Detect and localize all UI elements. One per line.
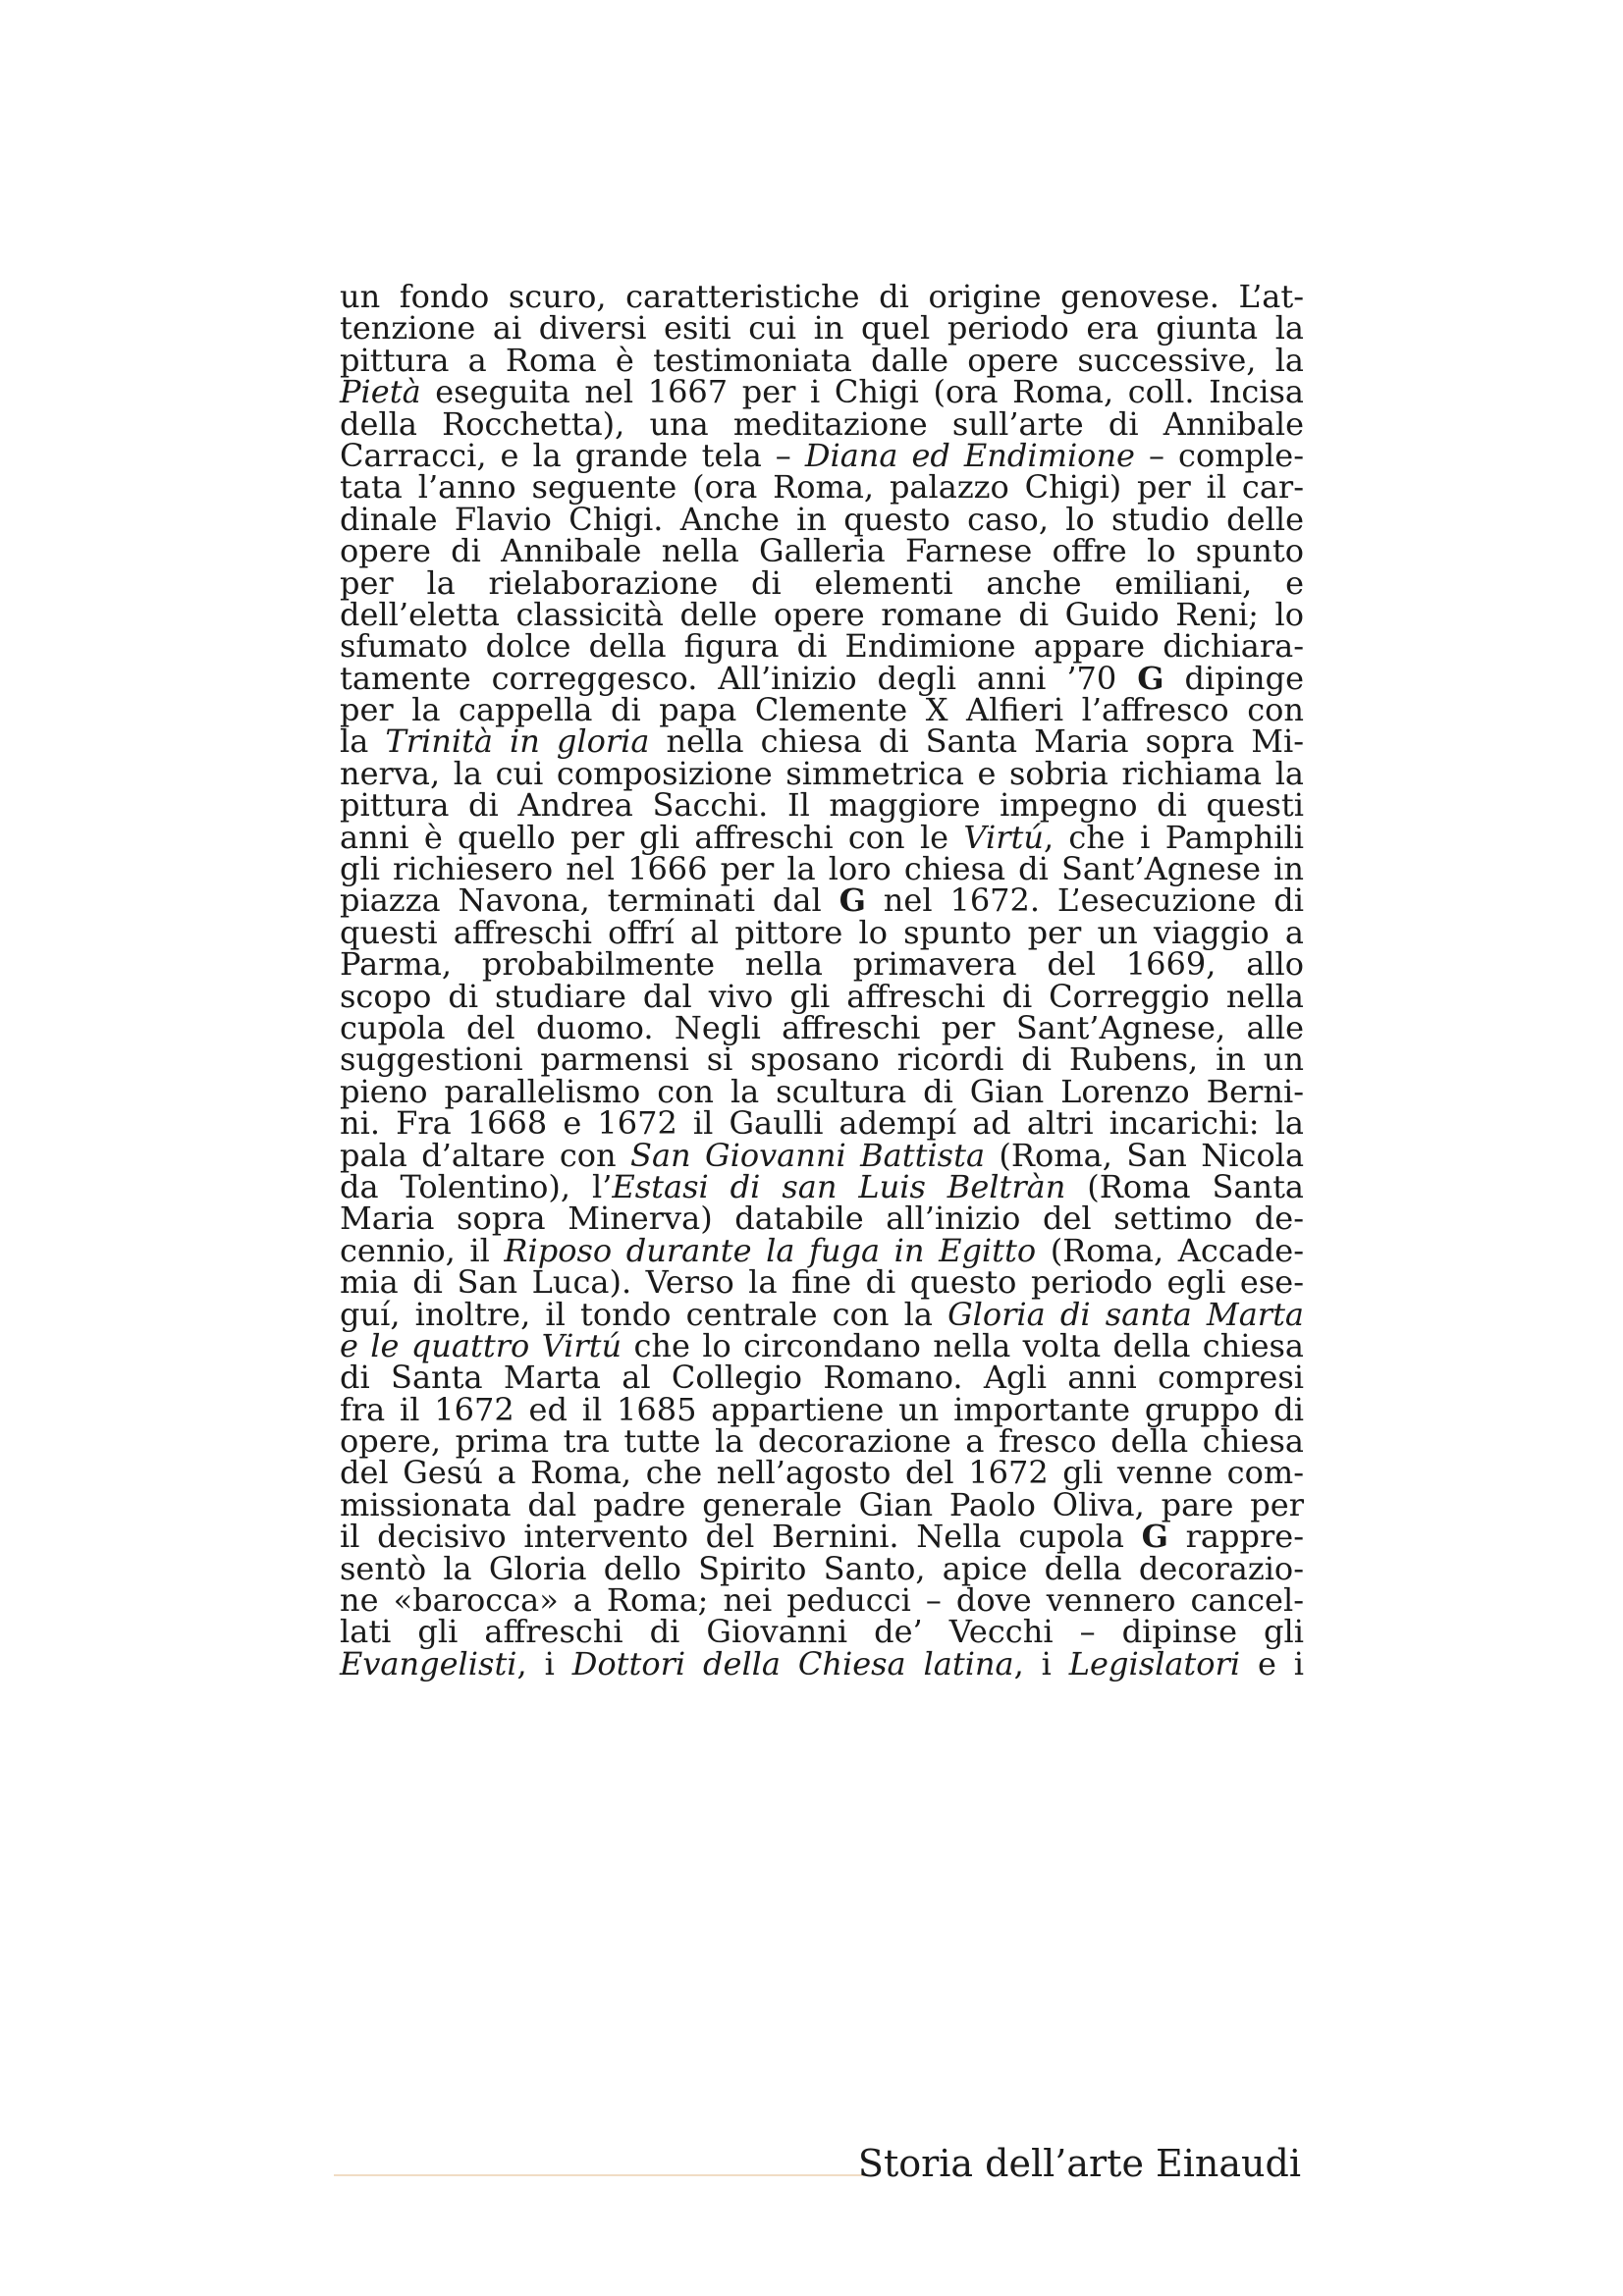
text-run: gli richiesero nel 1666 per la loro chiesa di Sant’Agnese in [340, 850, 1304, 888]
italic-title: Diana ed Endimione [804, 436, 1135, 474]
text-line [340, 1326, 1305, 1364]
text-run: il decisivo intervento del Bernini. Nella cupola [340, 1518, 1142, 1556]
text-line [340, 1454, 1304, 1492]
italic-title: Evangelisti [340, 1644, 517, 1682]
body-text [340, 278, 1305, 1682]
page-footer [334, 2142, 1301, 2191]
text-run: pittura a Roma è testimoniata dalle opere successive, la [340, 341, 1304, 379]
text-run: suggestioni parmensi si sposano ricordi di Rubens, in un [340, 1041, 1304, 1079]
text-line [340, 1644, 1305, 1682]
text-run: – comple- [1135, 436, 1305, 474]
text-run: (Roma, San Nicola [985, 1136, 1305, 1174]
text-line [340, 945, 1304, 984]
italic-title: Trinità in gloria [385, 722, 650, 761]
text-line [340, 818, 1305, 856]
italic-title: Riposo durante la fuga in Egitto [504, 1231, 1037, 1269]
text-run: da Tolentino), l’ [340, 1167, 613, 1205]
text-run: per la rielaborazione di elementi anche emiliani, e [340, 563, 1304, 602]
text-line [340, 1518, 1305, 1556]
text-run: dinale Flavio Chigi. Anche in questo caso, lo studio delle [340, 500, 1304, 538]
text-line [340, 977, 1304, 1015]
text-run: un fondo scuro, caratteristiche di origine genovese. L’at- [340, 278, 1304, 315]
text-run: nerva, la cui composizione simmetrica e sobria richiama la [340, 754, 1304, 792]
text-run: cupola del duomo. Negli affreschi per Sant’Agnese, alle [340, 1008, 1304, 1046]
text-line [340, 500, 1304, 538]
text-line [340, 1581, 1304, 1620]
text-line [340, 691, 1304, 729]
text-line [340, 1167, 1304, 1205]
text-run: sfumato dolce della figura di Endimione appare dichiara- [340, 627, 1304, 666]
text-line [340, 786, 1304, 825]
text-run: (Roma Santa [1065, 1167, 1304, 1205]
text-run: tata l’anno seguente (ora Roma, palazzo Chigi) per il car- [340, 468, 1304, 507]
text-run: guí, inoltre, il tondo centrale con la [340, 1295, 948, 1333]
italic-title: Pietà [340, 373, 421, 411]
text-line [340, 278, 1304, 315]
text-run: tamente correggesco. All’inizio degli anni ’70 [340, 659, 1138, 697]
text-run: opere, prima tra tutte la decorazione a fresco della chiesa [340, 1422, 1304, 1461]
text-run: pittura di Andrea Sacchi. Il maggiore impegno di questi [340, 786, 1304, 825]
text-run: sentò la Gloria dello Spirito Santo, apice della decorazio- [340, 1549, 1304, 1587]
text-run: piazza Navona, terminati dal [340, 881, 839, 920]
footer-rule [334, 2174, 864, 2176]
text-line [340, 659, 1305, 697]
text-run: Carracci, e la grande tela – [340, 436, 805, 474]
text-run: e i [1240, 1644, 1305, 1682]
text-line [340, 1549, 1304, 1587]
text-line [340, 1295, 1305, 1333]
text-run: anni è quello per gli affreschi con le [340, 818, 964, 856]
text-run: (Roma, Accade- [1036, 1231, 1304, 1269]
text-run: mia di San Luca). Verso la fine di questo periodo egli ese- [340, 1263, 1304, 1302]
text-run: scopo di studiare dal vivo gli affreschi di Correggio nella [340, 977, 1304, 1015]
text-line [340, 850, 1304, 888]
text-line [340, 1263, 1304, 1302]
text-line [340, 532, 1304, 570]
text-line [340, 1359, 1304, 1397]
text-line [340, 1390, 1304, 1428]
text-run: lati gli affreschi di Giovanni de’ Vecchi – dipinse gli [340, 1613, 1304, 1651]
italic-title: Dottori della Chiesa latina [571, 1644, 1014, 1682]
text-run: , che i Pamphili [1043, 818, 1305, 856]
text-run: pala d’altare con [340, 1136, 631, 1174]
text-line [340, 373, 1304, 411]
text-run: nel 1672. L’esecuzione di [865, 881, 1305, 920]
text-run: pieno parallelismo con la scultura di Gian Lorenzo Berni- [340, 1072, 1304, 1110]
text-line [340, 563, 1304, 602]
text-run: questi affreschi offrí al pittore lo spunto per un viaggio a [340, 913, 1304, 951]
text-run: dipinge [1163, 659, 1305, 697]
text-run: che lo circondano nella volta della chiesa [622, 1326, 1305, 1364]
italic-title: e le quattro Virtú [340, 1326, 622, 1364]
italic-title: Virtú [963, 818, 1044, 856]
text-run: , i [1013, 1644, 1069, 1682]
text-line [340, 436, 1305, 474]
text-run: dell’eletta classicità delle opere romane di Guido Reni; lo [340, 595, 1304, 633]
text-line [340, 309, 1304, 347]
text-run: di Santa Marta al Collegio Romano. Agli anni compresi [340, 1359, 1304, 1397]
text-line [340, 1136, 1305, 1174]
text-run: ne «barocca» a Roma; nei peducci – dove vennero cancel- [340, 1581, 1304, 1620]
text-run: nella chiesa di Santa Maria sopra Mi- [649, 722, 1305, 761]
text-run: per la cappella di papa Clemente X Alfieri l’affresco con [340, 691, 1304, 729]
text-line [340, 468, 1304, 507]
bold-initial: G [839, 881, 866, 920]
text-run: fra il 1672 ed il 1685 appartiene un importante gruppo di [340, 1390, 1304, 1428]
text-line [340, 1422, 1304, 1461]
text-run: del Gesú a Roma, che nell’agosto del 1672 gli venne com- [340, 1454, 1304, 1492]
text-line [340, 881, 1305, 920]
text-line [340, 1104, 1304, 1143]
italic-title: Legislatori [1068, 1644, 1241, 1682]
italic-title: Gloria di santa Marta [947, 1295, 1305, 1333]
italic-title: Estasi di san Luis Beltràn [612, 1167, 1066, 1205]
text-run: ni. Fra 1668 e 1672 il Gaulli adempí ad altri incarichi: la [340, 1104, 1304, 1143]
text-run: missionata dal padre generale Gian Paolo Oliva, pare per [340, 1485, 1304, 1523]
text-run: rappre- [1167, 1518, 1305, 1556]
text-line [340, 754, 1304, 792]
text-run: cennio, il [340, 1231, 505, 1269]
text-run: tenzione ai diversi esiti cui in quel periodo era giunta la [340, 309, 1304, 347]
text-line [340, 1008, 1304, 1046]
text-line [340, 595, 1304, 633]
text-line [340, 1613, 1304, 1651]
text-line [340, 913, 1304, 951]
bold-initial: G [1137, 659, 1164, 697]
text-line [340, 1041, 1304, 1079]
text-run: , i [516, 1644, 572, 1682]
text-line [340, 722, 1305, 761]
text-run: la [340, 722, 386, 761]
text-run: eseguita nel 1667 per i Chigi (ora Roma, coll. Incisa [420, 373, 1304, 411]
footer-title: Storia dell’arte Einaudi [857, 2142, 1301, 2185]
text-line [340, 404, 1304, 443]
text-line [340, 341, 1304, 379]
bold-initial: G [1141, 1518, 1168, 1556]
text-line [340, 1072, 1304, 1110]
text-line [340, 1231, 1304, 1269]
italic-title: San Giovanni Battista [630, 1136, 986, 1174]
text-run: Parma, probabilmente nella primavera del 1669, allo [340, 945, 1304, 984]
text-line [340, 1200, 1304, 1238]
text-line [340, 627, 1304, 666]
text-run: opere di Annibale nella Galleria Farnese offre lo spunto [340, 532, 1304, 570]
text-line [340, 1485, 1304, 1523]
text-run: della Rocchetta), una meditazione sull’arte di Annibale [340, 404, 1304, 443]
text-run: Maria sopra Minerva) databile all’inizio del settimo de- [340, 1200, 1304, 1238]
